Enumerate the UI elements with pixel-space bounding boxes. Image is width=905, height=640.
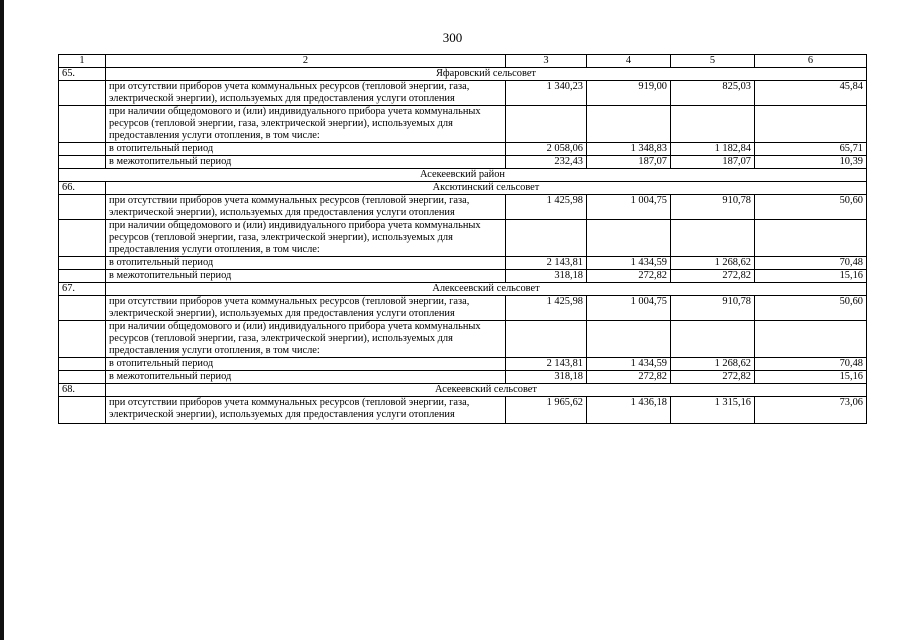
- tariff-table: [58, 54, 867, 424]
- value-cell: 187,07: [671, 156, 755, 169]
- table-row: [59, 106, 867, 143]
- value-cell: 50,60: [755, 195, 867, 220]
- row-label: при наличии общедомового и (или) индивидуального прибора учета коммунальных ресурсов (тепловой энергии, газа, электрической энергии), используемых для предоставления услуги отопления, в том числе:: [106, 321, 506, 358]
- row-label: при отсутствии приборов учета коммунальных ресурсов (тепловой энергии, газа, электрической энергии), используемых для предоставления услуги отопления: [106, 195, 506, 220]
- table-row: [59, 257, 867, 270]
- value-cell: 1 315,16: [671, 397, 755, 424]
- value-cell: 70,48: [755, 257, 867, 270]
- item-number: 68.: [59, 384, 106, 397]
- value-cell: 272,82: [587, 270, 671, 283]
- settlement-row: [59, 68, 867, 81]
- table-row: [59, 296, 867, 321]
- table-row: [59, 143, 867, 156]
- row-label-text: при отсутствии приборов учета коммунальных ресурсов (тепловой энергии, газа, электрической энергии), используемых для предоставления услуги отопления: [109, 397, 470, 420]
- row-label: при отсутствии приборов учета коммунальных ресурсов (тепловой энергии, газа, электрической энергии), используемых для предоставления услуги отопления: [106, 296, 506, 321]
- value-cell: 1 182,84: [671, 143, 755, 156]
- value-cell: 919,00: [587, 81, 671, 106]
- value-cell: 1 348,83: [587, 143, 671, 156]
- value-cell: 2 143,81: [506, 257, 587, 270]
- settlement-title: Алексеевский сельсовет: [106, 283, 867, 296]
- region-row: [59, 169, 867, 182]
- region-title: Асекеевский район: [59, 169, 867, 182]
- column-header: 5: [671, 55, 755, 68]
- table-row: [59, 270, 867, 283]
- value-cell: 318,18: [506, 371, 587, 384]
- column-header: 1: [59, 55, 106, 68]
- table-row: [59, 371, 867, 384]
- value-cell: 232,43: [506, 156, 587, 169]
- settlement-row: [59, 283, 867, 296]
- column-header: 3: [506, 55, 587, 68]
- value-cell: 187,07: [587, 156, 671, 169]
- row-label: в межотопительный период: [106, 371, 506, 384]
- value-cell: 1 268,62: [671, 358, 755, 371]
- value-cell: 15,16: [755, 270, 867, 283]
- value-cell: 50,60: [755, 296, 867, 321]
- value-cell: 825,03: [671, 81, 755, 106]
- table-row: [59, 195, 867, 220]
- table-row: [59, 81, 867, 106]
- value-cell: 1 425,98: [506, 296, 587, 321]
- page-number: 300: [442, 30, 463, 45]
- row-label: в отопительный период: [106, 358, 506, 371]
- item-number: 65.: [59, 68, 106, 81]
- value-cell: 272,82: [587, 371, 671, 384]
- item-number: 66.: [59, 182, 106, 195]
- value-cell: 10,39: [755, 156, 867, 169]
- value-cell: 1 425,98: [506, 195, 587, 220]
- value-cell: 272,82: [671, 270, 755, 283]
- row-label: в отопительный период: [106, 143, 506, 156]
- table-row: [59, 397, 867, 424]
- settlement-row: [59, 182, 867, 195]
- value-cell: 1 436,18: [587, 397, 671, 424]
- row-label: в отопительный период: [106, 257, 506, 270]
- item-number: 67.: [59, 283, 106, 296]
- row-label: [106, 397, 506, 424]
- table-row: [59, 156, 867, 169]
- value-cell: 2 143,81: [506, 358, 587, 371]
- settlement-title: Яфаровский сельсовет: [106, 68, 867, 81]
- value-cell: 1 004,75: [587, 296, 671, 321]
- table-row: [59, 358, 867, 371]
- row-label: при отсутствии приборов учета коммунальных ресурсов (тепловой энергии, газа, электрической энергии), используемых для предоставления услуги отопления: [106, 81, 506, 106]
- value-cell: 1 434,59: [587, 257, 671, 270]
- row-label: при наличии общедомового и (или) индивидуального прибора учета коммунальных ресурсов (тепловой энергии, газа, электрической энергии), используемых для предоставления услуги отопления, в том числе:: [106, 220, 506, 257]
- page-edge-bar: [0, 0, 4, 640]
- settlement-title: Аксютинский сельсовет: [106, 182, 867, 195]
- settlement-row: [59, 384, 867, 397]
- column-header: 6: [755, 55, 867, 68]
- value-cell: 1 340,23: [506, 81, 587, 106]
- value-cell: 73,06: [755, 397, 867, 424]
- row-label: при наличии общедомового и (или) индивидуального прибора учета коммунальных ресурсов (тепловой энергии, газа, электрической энергии), используемых для предоставления услуги отопления, в том числе:: [106, 106, 506, 143]
- value-cell: 70,48: [755, 358, 867, 371]
- header-row: [59, 55, 867, 68]
- table-row: [59, 321, 867, 358]
- row-label: в межотопительный период: [106, 156, 506, 169]
- value-cell: 318,18: [506, 270, 587, 283]
- value-cell: 272,82: [671, 371, 755, 384]
- value-cell: 1 004,75: [587, 195, 671, 220]
- value-cell: 910,78: [671, 195, 755, 220]
- row-label: в межотопительный период: [106, 270, 506, 283]
- value-cell: 1 268,62: [671, 257, 755, 270]
- value-cell: 1 434,59: [587, 358, 671, 371]
- value-cell: 910,78: [671, 296, 755, 321]
- column-header: 4: [587, 55, 671, 68]
- value-cell: 15,16: [755, 371, 867, 384]
- value-cell: 1 965,62: [506, 397, 587, 424]
- column-header: 2: [106, 55, 506, 68]
- value-cell: 2 058,06: [506, 143, 587, 156]
- value-cell: 45,84: [755, 81, 867, 106]
- value-cell: 65,71: [755, 143, 867, 156]
- table-row: [59, 220, 867, 257]
- settlement-title: Асекеевский сельсовет: [106, 384, 867, 397]
